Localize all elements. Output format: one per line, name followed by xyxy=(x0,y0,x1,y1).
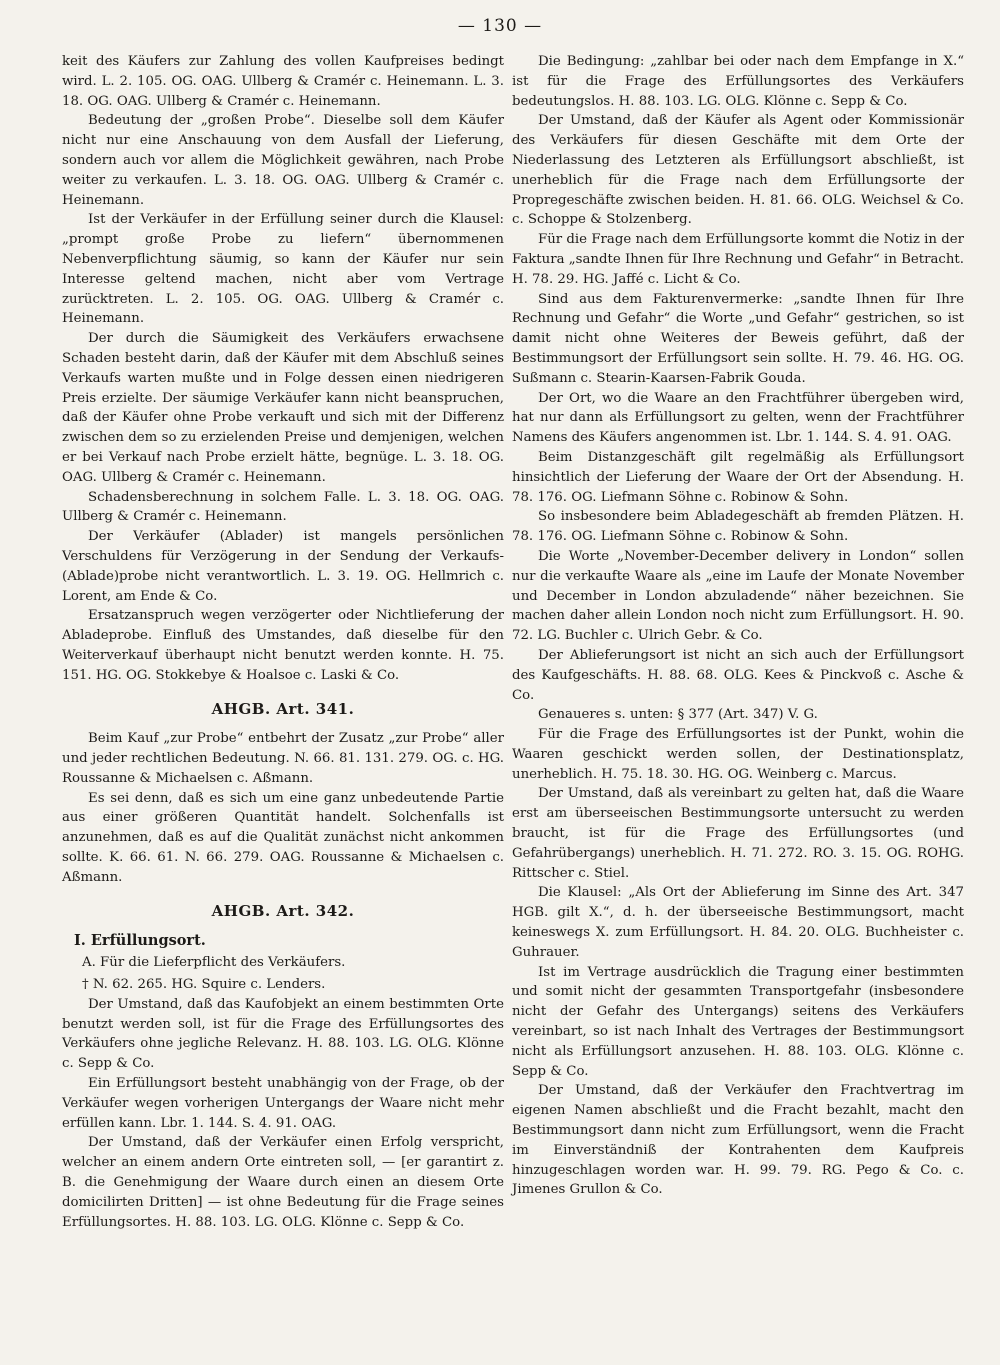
right-column xyxy=(512,52,964,1200)
paragraph: Für die Frage nach dem Erfüllungsorte kommt die Notiz in der Faktura „sandte Ihnen für Ihre Rechnung und Gefahr“ in Betracht. H. 78. 29. HG. Jaffé c. Licht & Co. xyxy=(512,232,964,287)
paragraph: Der Verkäufer (Ablader) ist mangels persönlichen Verschuldens für Verzögerung in der Sendung der Verkaufs-(Ablade)probe nicht verantwortlich. L. 3. 19. OG. Hellmrich c. Lorent, am Ende & Co. xyxy=(62,529,504,604)
paragraph: Die Klausel: „Als Ort der Ablieferung im Sinne des Art. 347 HGB. gilt X.“, d. h. der überseeische Bestimmungsort, macht keineswegs X. zum Erfüllungsort. H. 84. 20. OLG. Buchheister c. Guhrauer. xyxy=(512,885,964,960)
reference-line: † N. 62. 265. HG. Squire c. Lenders. xyxy=(82,977,326,993)
paragraph: Genaueres s. unten: § 377 (Art. 347) V. G. xyxy=(538,707,818,723)
paragraph: So insbesondere beim Abladegeschäft ab fremden Plätzen. H. 78. 176. OG. Liefmann Söhne c. Robinow & Sohn. xyxy=(512,509,964,545)
subheading-erfuellungsort: I. Erfüllungsort. xyxy=(74,932,206,950)
paragraph: Die Worte „November-December delivery in London“ sollen nur die verkaufte Waare als „eine im Laufe der Monate November und December in London abzuladende“ näher bezeichnen. Sie machen daher allein London noch nicht zum Erfüllungsort. H. 90. 72. LG. Buchler c. Ulrich Gebr. & Co. xyxy=(512,548,964,644)
paragraph: Der Umstand, daß der Käufer als Agent oder Kommissionär des Verkäufers für diesen Geschäfte mit dem Orte der Niederlassung des Letzteren als Erfüllungsort abschließt, ist unerheblich für die Frage nach dem Erfüllungsorte der Propregeschäfte zwischen beiden. H. 81. 66. OLG. Weichsel & Co. c. Schoppe & Stolzenberg. xyxy=(512,113,964,228)
paragraph: Ein Erfüllungsort besteht unabhängig von der Frage, ob der Verkäufer wegen vorherigen Untergangs der Waare nicht mehr erfüllen kann. Lbr. 1. 144. S. 4. 91. OAG. xyxy=(62,1076,504,1131)
paragraph: Die Bedingung: „zahlbar bei oder nach dem Empfange in X.“ ist für die Frage des Erfüllungsortes des Verkäufers bedeutungslos. H. 88. 103. LG. OLG. Klönne c. Sepp & Co. xyxy=(512,54,964,109)
paragraph: Schadensberechnung in solchem Falle. L. 3. 18. OG. OAG. Ullberg & Cramér c. Heinemann. xyxy=(62,489,504,525)
paragraph: Der Ort, wo die Waare an den Frachtführer übergeben wird, hat nur dann als Erfüllungsort zu gelten, wenn der Frachtführer Namens des Käufers angenommen ist. Lbr. 1. 144. S. 4. 91. OAG. xyxy=(512,390,964,446)
paragraph: Ersatzanspruch wegen verzögerter oder Nichtlieferung der Abladeprobe. Einfluß des Umstandes, daß dieselbe für den Weiterverkauf überhaupt nicht benutzt werden konnte. H. 75. 151. HG. OG. Stokkebye & Hoalsoe c. Laski & Co. xyxy=(62,608,504,683)
paragraph: Beim Kauf „zur Probe“ entbehrt der Zusatz „zur Probe“ aller und jeder rechtlichen Bedeutung. N. 66. 81. 131. 279. OG. c. HG. Roussanne & Michaelsen c. Aßmann. xyxy=(62,731,504,786)
subheading-lieferpflicht: A. Für die Lieferpflicht des Verkäufers. xyxy=(82,955,346,971)
paragraph: Der Umstand, daß als vereinbart zu gelten hat, daß die Waare erst am überseeischen Bestimmungsorte untersucht zu werden braucht, ist für die Frage des Erfüllungsortes (und Gefahrübergangs) unerheblich. H. 71. 272. RO. 3. 15. OG. ROHG. Rittscher c. Stiel. xyxy=(512,786,964,881)
paragraph: Der durch die Säumigkeit des Verkäufers erwachsene Schaden besteht darin, daß der Käufer mit dem Abschluß seines Verkaufs warten mußte und in Folge dessen einen niedrigeren Preis erzielte. Der säumige Verkäufer kann nicht beanspruchen, daß der Käufer ohne Probe verkauft und sich mit der Differenz zwischen dem so zu erzielenden Preise und demjenigen, welchen er bei Verkauf nach Probe erzielt hätte, begnüge. L. 3. 18. OG. OAG. Ullberg & Cramér c. Heinemann. xyxy=(62,331,504,485)
paragraph: Ist der Verkäufer in der Erfüllung seiner durch die Klausel: „prompt große Probe zu liefern“ übernommenen Nebenverpflichtung säumig, so kann der Käufer nur sein Interesse geltend machen, nicht aber vom Vertrage zurücktreten. L. 2. 105. OG. OAG. Ullberg & Cramér c. Heinemann. xyxy=(62,212,504,327)
paragraph: Der Umstand, daß das Kaufobjekt an einem bestimmten Orte benutzt werden soll, ist für die Frage des Erfüllungsortes des Verkäufers ohne jegliche Relevanz. H. 88. 103. LG. OLG. Klönne c. Sepp & Co. xyxy=(62,996,504,1072)
paragraph: Bedeutung der „großen Probe“. Dieselbe soll dem Käufer nicht nur eine Anschauung von dem Ausfall der Lieferung, sondern auch vor allem die Möglichkeit gewähren, nach Probe weiter zu verkaufen. L. 3. 18. OG. OAG. Ullberg & Cramér c. Heinemann. xyxy=(62,113,504,208)
paragraph: Der Ablieferungsort ist nicht an sich auch der Erfüllungsort des Kaufgeschäfts. H. 88. 68. OLG. Kees & Pinckvoß c. Asche & Co. xyxy=(512,647,964,703)
paragraph: Der Umstand, daß der Verkäufer einen Erfolg verspricht, welcher an einem andern Orte eintreten soll, — [er garantirt z. B. die Genehmigung der Waare durch einen an diesem Orte domicilirten Dritten] — ist ohne Bedeutung für die Frage seines Erfüllungsortes. H. 88. 103. LG. OLG. Klönne c. Sepp & Co. xyxy=(62,1135,504,1230)
paragraph: keit des Käufers zur Zahlung des vollen Kaufpreises bedingt wird. L. 2. 105. OG. OAG. Ullberg & Cramér c. Heinemann. L. 3. 18. OG. OAG. Ullberg & Cramér c. Heinemann. xyxy=(62,54,504,109)
paragraph: Für die Frage des Erfüllungsortes ist der Punkt, wohin die Waaren geschickt werden sollen, der Destinationsplatz, unerheblich. H. 75. 18. 30. HG. OG. Weinberg c. Marcus. xyxy=(512,727,964,782)
paragraph: Beim Distanzgeschäft gilt regelmäßig als Erfüllungsort hinsichtlich der Lieferung der Waare der Ort der Absendung. H. 78. 176. OG. Liefmann Söhne c. Robinow & Sohn. xyxy=(512,449,964,505)
paragraph: Ist im Vertrage ausdrücklich die Tragung einer bestimmten und somit nicht der gesammten Transportgefahr (insbesondere nicht der Gefahr des Untergangs) seitens des Verkäufers vereinbart, so ist nach Inhalt des Vertrages der Bestimmungsort nicht als Erfüllungsort anzusehen. H. 88. 103. OLG. Klönne c. Sepp & Co. xyxy=(512,964,964,1079)
section-heading-art-342: AHGB. Art. 342. xyxy=(211,901,355,920)
page-number: — 130 — xyxy=(457,16,543,36)
paragraph: Es sei denn, daß es sich um eine ganz unbedeutende Partie aus einer größeren Quantität handelt. Solchenfalls ist anzunehmen, daß es auf die Qualität zunächst nicht ankommen sollte. K. 66. 61. N. 66. 279. OAG. Roussanne & Michaelsen c. Aßmann. xyxy=(62,790,504,885)
paragraph: Der Umstand, daß der Verkäufer den Frachtvertrag im eigenen Namen abschließt und die Fracht bezahlt, macht den Bestimmungsort dann nicht zum Erfüllungsort, wenn die Fracht im Einverständniß der Kontrahenten dem Kaufpreis hinzugeschlagen worden war. H. 99. 79. RG. Pego & Co. c. Jimenes Grullon & Co. xyxy=(512,1083,964,1198)
paragraph: Sind aus dem Fakturenvermerke: „sandte Ihnen für Ihre Rechnung und Gefahr“ die Worte „und Gefahr“ gestrichen, so ist damit nicht ohne Weiteres der Beweis geführt, daß der Bestimmungsort der Erfüllungsort sein sollte. H. 79. 46. HG. OG. Sußmann c. Stearin-Kaarsen-Fabrik Gouda. xyxy=(512,291,964,386)
left-column xyxy=(62,52,504,1232)
section-heading-art-341: AHGB. Art. 341. xyxy=(211,699,355,718)
